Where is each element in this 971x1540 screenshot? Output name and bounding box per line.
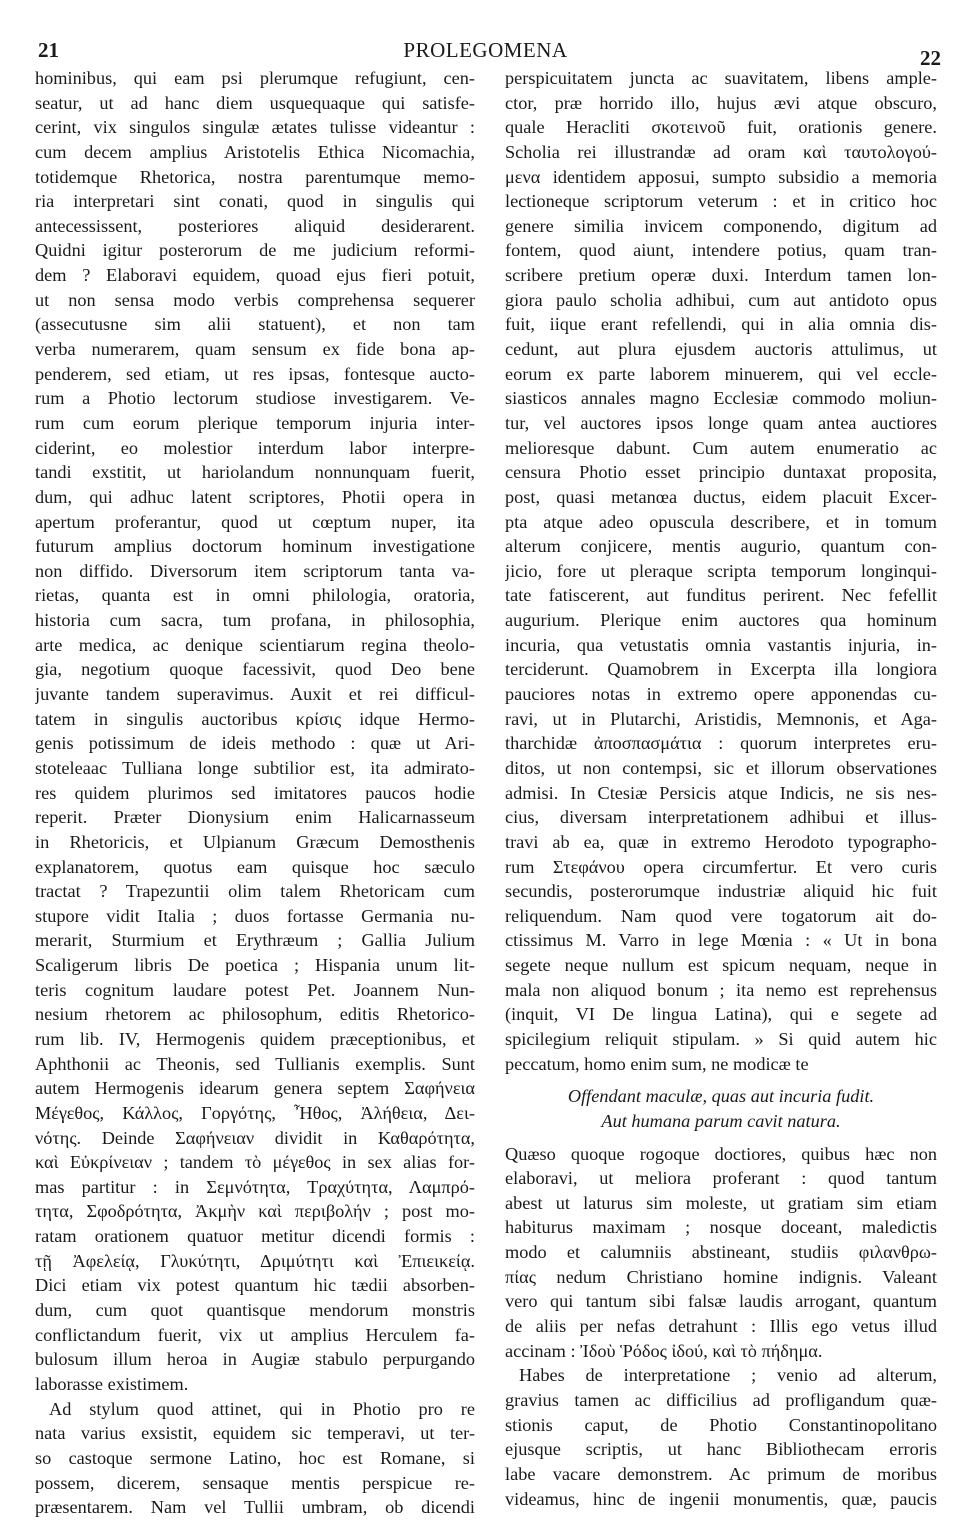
text-line: non diffido. Diversorum item scriptorum tanta va- [35, 560, 475, 581]
text-line: tate fatiscerent, aut funditus perirent. Nec fefellit [505, 585, 937, 606]
text-line: tharchidæ ἀποσπασμάτια : quorum interpretes eru- [505, 733, 937, 754]
text-line: arte medica, ac denique scientiarum regina theolo- [35, 634, 475, 655]
text-line: abest ut laturus sim moleste, ut gratiam sim etiam [505, 1192, 937, 1213]
text-line: Scholia rei illustrandæ ad oram καὶ ταυτολογού- [505, 141, 937, 162]
text-line: scribere pretium operæ duxi. Interdum tamen lon- [505, 265, 937, 286]
text-line: tractat ? Trapezuntii olim talem Rhetoricam cum [35, 881, 475, 902]
left-column [35, 66, 475, 1520]
text-line: alterum conjicere, mentis augurio, quantum con- [505, 536, 937, 557]
text-line: cerint, vix singulos singulæ ætates tulisse videantur : [35, 117, 475, 138]
text-line: præsentarem. Nam vel Tullii umbram, ob dicendi [35, 1497, 475, 1518]
text-line: cedunt, aut plura ejusdem auctoris attulimus, ut [505, 339, 937, 360]
text-line: mas partitur : in Σεμνότητα, Τραχύτητα, Λαμπρό- [35, 1176, 475, 1197]
text-line: dem ? Elaboravi equidem, quoad ejus fieri potuit, [35, 265, 475, 286]
text-line: ravi, ut in Plutarchi, Aristidis, Memnonis, et Aga- [505, 708, 937, 729]
text-line: segete neque nullum est spicum nequam, neque in [505, 955, 937, 976]
text-line: fontem, quod aiunt, intendere potius, quam tran- [505, 240, 937, 261]
text-line: Quidni igitur posterorum de me judicium reformi- [35, 240, 475, 261]
text-line: teris cognitum laudare potest Pet. Joannem Nun- [35, 979, 475, 1000]
text-line: apertum proferantur, quod ut cœptum nuper, ita [35, 511, 475, 532]
text-line: cius, diversam interpretationem adhibui et illus- [505, 807, 937, 828]
text-line: pauciores notas in extremo opere apponendas cu- [505, 684, 937, 705]
text-line: totidemque Rhetorica, nostra parentumque memo- [35, 166, 475, 187]
text-line: bulosum illum heroa in Augiæ stabulo perpurgando [35, 1349, 475, 1370]
text-line: merarit, Sturmium et Erythræum ; Gallia Julium [35, 930, 475, 951]
text-line: siasticos annales magno Ecclesiæ commodo moliun- [505, 388, 937, 409]
page-number-left: 21 [38, 38, 59, 62]
text-line: nesium rhetorem ac philosophum, editis Rhetorico- [35, 1004, 475, 1025]
text-line: dum, qui adhuc latent scriptores, Photii opera in [35, 486, 475, 507]
verse-line: Aut humana parum cavit natura. [601, 1110, 841, 1131]
right-column [505, 66, 937, 1511]
text-line: Quæso quoque rogoque doctiores, quibus hæc non [505, 1143, 937, 1164]
page-number-right: 22 [920, 46, 941, 70]
text-line: augurium. Plerique enim auctores qua hominum [505, 610, 937, 631]
text-line: rum lib. IV, Hermogenis quidem præceptionibus, et [35, 1028, 475, 1049]
text-line: rietas, quanta est in omni philologia, oratoria, [35, 585, 475, 606]
text-line: stupore vidit Italia ; duos fortasse Germania nu- [35, 905, 475, 926]
text-line: genere similia invicem componendo, digitum ad [505, 215, 937, 236]
text-line: ejusque scriptis, ut hanc Bibliothecam erroris [505, 1439, 937, 1460]
text-line: νότης. Deinde Σαφήνειαν dividit in Καθαρότητα, [35, 1127, 475, 1148]
text-line: (assecutusne sim alii statuent), et non tam [35, 314, 475, 335]
text-line: Aphthonii ac Theonis, sed Tullianis exemplis. Sunt [35, 1053, 475, 1074]
text-line: Dici etiam vix potest quantum hic tædii absorben- [35, 1275, 475, 1296]
text-line: ciderint, eo molestior interdum labor interpre- [35, 437, 475, 458]
text-line: eorum ex parte laborem minuerem, qui vel eccle- [505, 363, 937, 384]
text-line: tandi exstitit, ut hariolandum nonnunquam fuerit, [35, 462, 475, 483]
text-line: tatem in singulis auctoribus κρίσις idque Hermo- [35, 708, 475, 729]
text-line: penderem, sed etiam, ut res ipsas, fontesque aucto- [35, 363, 475, 384]
page-header [30, 30, 941, 70]
text-line: ctissimus M. Varro in lege Mœnia : « Ut in bona [505, 930, 937, 951]
text-line: videamus, hinc de ingenii monumentis, quæ, paucis [505, 1488, 937, 1509]
text-line: nata varius exsistit, equidem sic temperavi, ut ter- [35, 1423, 475, 1444]
text-line: antecessissent, posteriores aliquid desiderarent. [35, 215, 475, 236]
text-line: ditos, ut non contempsi, sic et illorum observationes [505, 757, 937, 778]
text-line: accinam : Ἰδοὺ Ῥόδος ἰδού, καὶ τὸ πήδημα. [505, 1340, 823, 1361]
text-line: elaboravi, ut meliora proferant : quod tantum [505, 1168, 937, 1189]
text-line: gia, negotium quoque facessivit, quod Deo bene [35, 659, 475, 680]
text-line: τῇ Ἀφελείᾳ, Γλυκύτητι, Δριμύτητι καὶ Ἐπιεικείᾳ. [35, 1250, 475, 1271]
text-line: rum Στεφάνου opera circumfertur. Et vero curis [505, 856, 937, 877]
verse-spacer [505, 1076, 937, 1084]
text-line: Scaligerum libris De poetica ; Hispania unum lit- [35, 955, 475, 976]
text-line: (inquit, VI De lingua Latina), qui e segete ad [505, 1004, 937, 1025]
text-line: incuria, qua vetustatis omnia vastantis injuria, in- [505, 634, 937, 655]
text-line: mala non aliquod bonum ; ita nemo est reprehensus [505, 979, 937, 1000]
text-line: ratam orationem quatuor metitur dicendi formis : [35, 1226, 475, 1247]
text-line: quale Heracliti σκοτεινοῦ fuit, orationis genere. [505, 117, 937, 138]
text-line: res quidem plurimos sed imitatores paucos hodie [35, 782, 475, 803]
text-line: gravius tamen ac difficilius ad profligandum quæ- [505, 1389, 937, 1410]
text-line: lectioneque scriptorum veterum : et in critico hoc [505, 191, 937, 212]
text-line: μενα identidem apposui, sumpto subsidio a memoria [505, 166, 937, 187]
text-line: giora paulo scholia adhibui, cum aut antidoto opus [505, 289, 937, 310]
text-line: explanatorem, quotus eam quisque hoc sæculo [35, 856, 475, 877]
text-line: genis potissimum de ideis methodo : quæ ut Ari- [35, 733, 475, 754]
text-line: admisi. In Ctesiæ Persicis atque Indicis, ne sis nes- [505, 782, 937, 803]
text-line: censura Photio esset principio duntaxat proposita, [505, 462, 937, 483]
text-line: melioresque dabunt. Cum autem enumeratio ac [505, 437, 937, 458]
text-line: travi ab ea, quæ in extremo Herodoto typographo- [505, 831, 937, 852]
text-line: historia cum sacra, tum profana, in philosophia, [35, 610, 475, 631]
text-line: spicilegium reliquit stipulam. » Si quid autem hic [505, 1028, 937, 1049]
text-line: post, quasi metanœa ductus, eidem placuit Excer- [505, 486, 937, 507]
text-line: verba numerarem, quam sensum ex fide bona ap- [35, 339, 475, 360]
text-line: καὶ Εὐκρίνειαν ; tandem τὸ μέγεθος in sex alias for- [35, 1152, 475, 1173]
text-line: stoteleaac Tulliana longe subtilior est, ita admirato- [35, 757, 475, 778]
text-line: rum cum eorum plerique temporum injuria inter- [35, 412, 475, 433]
text-line: fuit, iique erant refellendi, qui in alia omnia dis- [505, 314, 937, 335]
text-line: dum, cum quot quantisque mendorum monstris [35, 1300, 475, 1321]
text-line: pta atque adeo opuscula describere, et in tomum [505, 511, 937, 532]
text-line: reliquendum. Nam quod vere togatorum ait do- [505, 905, 937, 926]
text-line: ctor, præ horrido illo, hujus ævi atque obscuro, [505, 92, 937, 113]
text-line: futurum amplius doctorum hominum investigatione [35, 536, 475, 557]
text-line: ut non sensa modo verbis comprehensa sequerer [35, 289, 475, 310]
text-line: vero qui tantum sibi falsæ laudis arrogant, quantum [505, 1291, 937, 1312]
text-line: habiturus maximam ; nosque doceant, maledictis [505, 1217, 937, 1238]
text-line: juvante tandem superavimus. Auxit et rei difficul- [35, 684, 475, 705]
text-line: in Rhetoricis, et Ulpianum Græcum Demosthenis [35, 831, 475, 852]
text-line: Ad stylum quod attinet, qui in Photio pro re [49, 1398, 475, 1419]
text-line: Habes de interpretatione ; venio ad alterum, [519, 1365, 937, 1386]
text-line: modo et calumniis abstineant, studiis φιλανθρω- [505, 1242, 937, 1263]
running-head: PROLEGOMENA [403, 38, 568, 62]
text-line: cum decem amplius Aristotelis Ethica Nicomachia, [35, 141, 475, 162]
text-line: laborasse existimem. [35, 1373, 189, 1394]
text-line: reperit. Præter Dionysium enim Halicarnasseum [35, 807, 475, 828]
text-line: rum a Photio lectorum studiose investigarem. Ve- [35, 388, 475, 409]
text-line: peccatum, homo enim sum, ne modicæ te [505, 1053, 809, 1074]
text-line: autem Hermogenis idearum genera septem Σαφήνεια [35, 1078, 475, 1099]
text-line: seatur, ut ad hanc diem usquequaque qui satisfe- [35, 92, 475, 113]
text-line: conflictandum fuerit, vix ut amplius Herculem fa- [35, 1324, 475, 1345]
text-line: possem, dicerem, sensaque mentis perspicue re- [35, 1472, 475, 1493]
text-line: τητα, Σφοδρότητα, Ἀκμὴν καὶ περιβολήν ; post mo- [35, 1201, 475, 1222]
text-line: de aliis per nefas detrahunt : Illis ego vetus illud [505, 1316, 937, 1337]
verse-spacer [505, 1134, 937, 1142]
text-line: perspicuitatem juncta ac suavitatem, libens ample- [505, 68, 937, 88]
text-line: labe vacare demonstrem. Ac primum de moribus [505, 1463, 937, 1484]
text-line: Μέγεθος, Κάλλος, Γοργότης, Ἦθος, Ἀλήθεια, Δει- [35, 1102, 475, 1123]
text-line: so castoque sermone Latino, hoc est Romane, si [35, 1447, 475, 1468]
text-line: secundis, posterorumque industriæ aliquid hic fuit [505, 881, 937, 902]
text-line: terciderunt. Quamobrem in Excerpta illa longiora [505, 659, 937, 680]
text-line: stionis caput, de Photio Constantinopolitano [505, 1414, 937, 1435]
text-line: tur, vel auctores ipsos longe quam antea auctiores [505, 412, 937, 433]
text-line: ria interpretari sint conati, quod in singulis qui [35, 191, 475, 212]
text-line: πίας nedum Christiano homine indignis. Valeant [505, 1266, 937, 1287]
verse-line: Offendant maculæ, quas aut incuria fudit. [567, 1086, 875, 1107]
text-line: jicio, fore ut pleraque scripta temporum longinqui- [505, 560, 937, 581]
text-line: hominibus, qui eam psi plerumque refugiunt, cen- [35, 68, 475, 88]
